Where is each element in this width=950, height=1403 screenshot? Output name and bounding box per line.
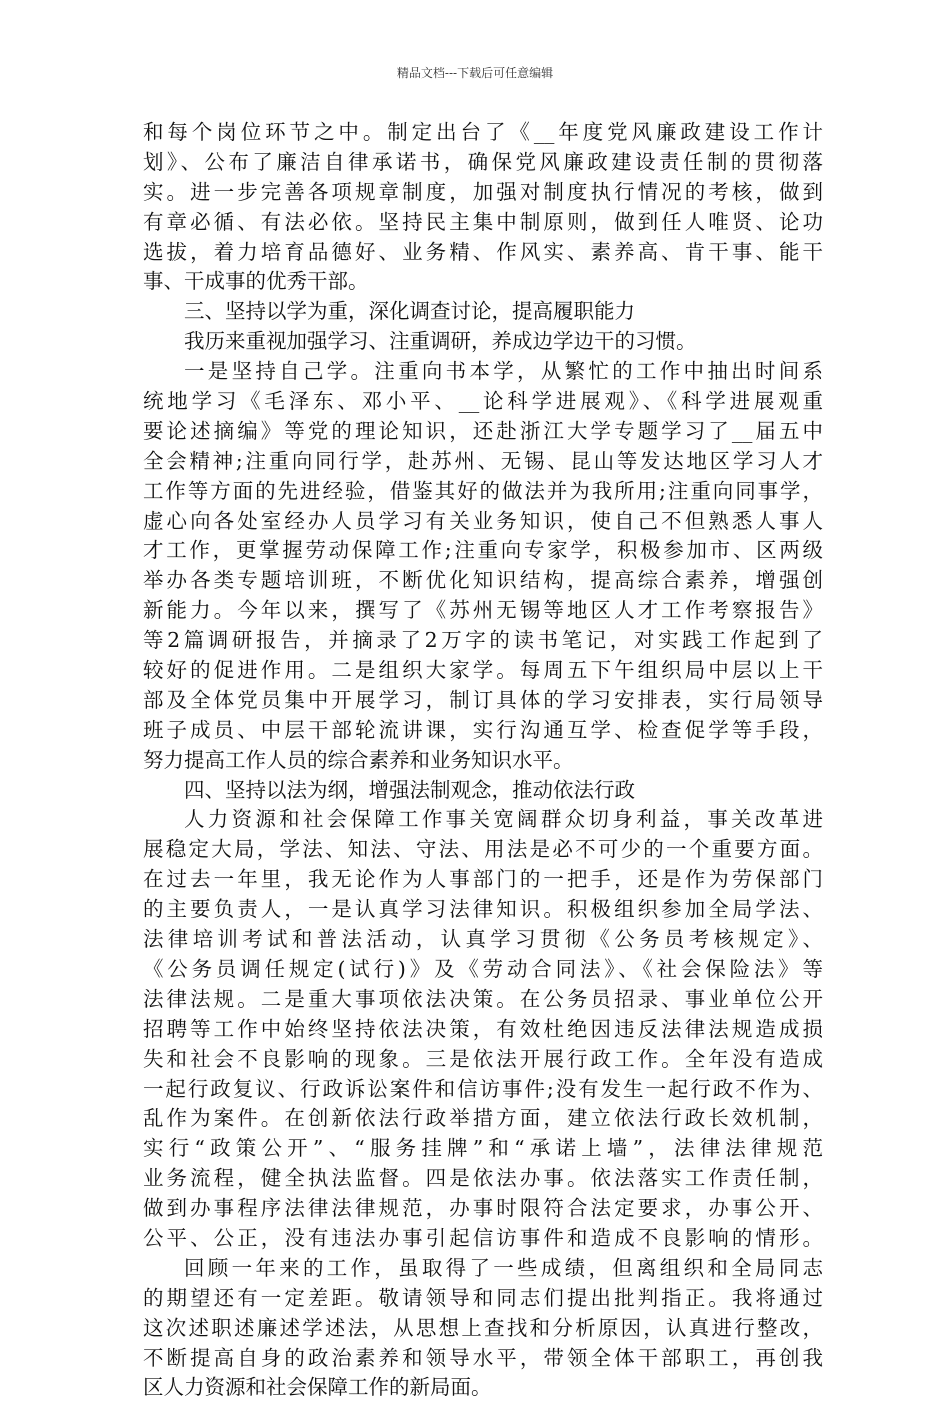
- text-line: 一起行政复议、行政诉讼案件和信访事件;没有发生一起行政不作为、: [143, 1076, 823, 1101]
- text-line: 在过去一年里，我无论作为人事部门的一把手，还是作为劳保部门: [143, 867, 823, 892]
- text-line: 一是坚持自己学。注重向书本学，从繁忙的工作中抽出时间系: [184, 359, 823, 384]
- text-line: 要论述摘编》等党的理论知识，还赴浙江大学专题学习了__届五中: [143, 418, 823, 443]
- text-line: 失和社会不良影响的现象。三是依法开展行政工作。全年没有造成: [143, 1046, 823, 1071]
- text-line: 做到办事程序法律法律规范，办事时限符合法定要求，办事公开、: [143, 1196, 823, 1221]
- text-line: 四、坚持以法为纲，增强法制观念，推动依法行政: [184, 777, 635, 802]
- text-line: 人力资源和社会保障工作事关宽阔群众切身利益，事关改革进: [184, 807, 823, 832]
- text-line: 新能力。今年以来，撰写了《苏州无锡等地区人才工作考察报告》: [143, 598, 823, 623]
- text-line: 不断提高自身的政治素养和领导水平，带领全体干部职工，再创我: [143, 1345, 823, 1370]
- text-line: 虚心向各处室经办人员学习有关业务知识，使自己不但熟悉人事人: [143, 508, 823, 533]
- text-line: 划》、公布了廉洁自律承诺书，确保党风廉政建设责任制的贯彻落: [143, 149, 823, 174]
- text-line: 才工作，更掌握劳动保障工作;注重向专家学，积极参加市、区两级: [143, 538, 823, 563]
- text-line: 回顾一年来的工作，虽取得了一些成绩，但离组织和全局同志: [184, 1255, 823, 1280]
- text-line: 业务流程，健全执法监督。四是依法办事。依法落实工作责任制，: [143, 1166, 823, 1191]
- text-line: 展稳定大局，学法、知法、守法、用法是必不可少的一个重要方面。: [143, 837, 823, 862]
- text-line: 事、干成事的优秀干部。: [143, 269, 369, 294]
- text-line: 较好的促进作用。二是组织大家学。每周五下午组织局中层以上干: [143, 658, 823, 683]
- text-line: 这次述职述廉述学述法，从思想上查找和分析原因，认真进行整改，: [143, 1315, 823, 1340]
- text-line: 和每个岗位环节之中。制定出台了《__年度党风廉政建设工作计: [143, 120, 823, 144]
- text-line: 班子成员、中层干部轮流讲课，实行沟通互学、检查促学等手段，: [143, 717, 823, 742]
- text-line: 举办各类专题培训班，不断优化知识结构，提高综合素养，增强创: [143, 568, 823, 593]
- text-line: 部及全体党员集中开展学习，制订具体的学习安排表，实行局领导: [143, 687, 823, 712]
- text-line: 实。进一步完善各项规章制度，加强对制度执行情况的考核，做到: [143, 179, 823, 204]
- text-line: 实行“政策公开”、“服务挂牌”和“承诺上墙”，法律法律规范: [143, 1136, 823, 1161]
- text-line: 三、坚持以学为重，深化调查讨论，提高履职能力: [184, 299, 635, 324]
- text-line: 《公务员调任规定(试行)》及《劳动合同法》、《社会保险法》等: [143, 956, 823, 981]
- text-line: 乱作为案件。在创新依法行政举措方面，建立依法行政长效机制，: [143, 1106, 823, 1131]
- text-line: 公平、公正，没有违法办事引起信访事件和造成不良影响的情形。: [143, 1225, 823, 1250]
- page-header: 精品文档---下载后可任意编辑: [396, 66, 554, 80]
- document-body: [143, 118, 823, 1403]
- text-line: 的期望还有一定差距。敬请领导和同志们提出批判指正。我将通过: [143, 1285, 823, 1310]
- text-line: 我历来重视加强学习、注重调研，养成边学边干的习惯。: [184, 329, 697, 354]
- text-line: 努力提高工作人员的综合素养和业务知识水平。: [143, 747, 574, 772]
- text-line: 的主要负责人，一是认真学习法律知识。积极组织参加全局学法、: [143, 897, 823, 922]
- text-line: 全会精神;注重向同行学，赴苏州、无锡、昆山等发达地区学习人才: [143, 448, 823, 473]
- text-line: 招聘等工作中始终坚持依法决策，有效杜绝因违反法律法规造成损: [143, 1016, 823, 1041]
- text-line: 有章必循、有法必依。坚持民主集中制原则，做到任人唯贤、论功: [143, 209, 823, 234]
- text-line: 法律培训考试和普法活动，认真学习贯彻《公务员考核规定》、: [143, 927, 823, 952]
- text-line: 法律法规。二是重大事项依法决策。在公务员招录、事业单位公开: [143, 986, 823, 1011]
- text-line: 等2篇调研报告，并摘录了2万字的读书笔记，对实践工作起到了: [143, 628, 823, 653]
- text-line: 统地学习《毛泽东、邓小平、__论科学进展观》、《科学进展观重: [143, 389, 823, 414]
- text-line: 选拔，着力培育品德好、业务精、作风实、素养高、肯干事、能干: [143, 239, 823, 264]
- text-line: 区人力资源和社会保障工作的新局面。: [143, 1375, 492, 1400]
- text-line: 工作等方面的先进经验，借鉴其好的做法并为我所用;注重向同事学，: [143, 478, 823, 503]
